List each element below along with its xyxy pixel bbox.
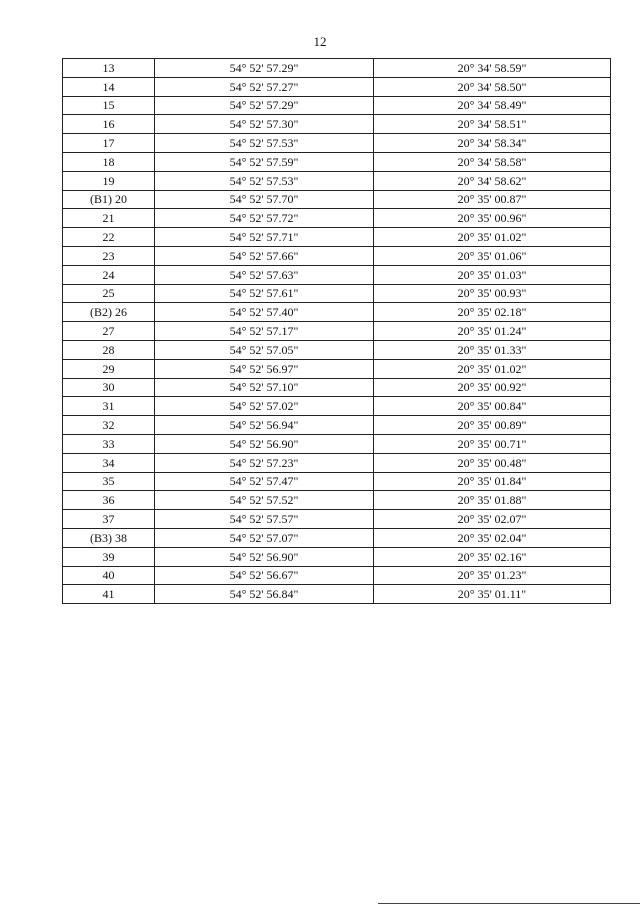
point-number-cell: 27 <box>63 322 155 341</box>
table-row <box>63 510 611 529</box>
table-row <box>63 152 611 171</box>
table-row <box>63 378 611 397</box>
longitude-cell: 20° 34' 58.50" <box>374 77 611 96</box>
point-number-cell: (B3) 38 <box>63 528 155 547</box>
latitude-cell: 54° 52' 57.47" <box>155 472 374 491</box>
point-number-cell: 35 <box>63 472 155 491</box>
table-row <box>63 246 611 265</box>
point-number-cell: 16 <box>63 115 155 134</box>
latitude-cell: 54° 52' 57.29" <box>155 96 374 115</box>
latitude-cell: 54° 52' 56.90" <box>155 547 374 566</box>
latitude-cell: 54° 52' 57.40" <box>155 303 374 322</box>
latitude-cell: 54° 52' 57.53" <box>155 171 374 190</box>
longitude-cell: 20° 35' 00.89" <box>374 416 611 435</box>
longitude-cell: 20° 34' 58.34" <box>374 134 611 153</box>
latitude-cell: 54° 52' 57.59" <box>155 152 374 171</box>
latitude-cell: 54° 52' 56.97" <box>155 359 374 378</box>
table-row <box>63 303 611 322</box>
table-row <box>63 96 611 115</box>
table-row <box>63 416 611 435</box>
point-number-cell: 30 <box>63 378 155 397</box>
longitude-cell: 20° 35' 00.71" <box>374 434 611 453</box>
table-row <box>63 397 611 416</box>
latitude-cell: 54° 52' 56.94" <box>155 416 374 435</box>
latitude-cell: 54° 52' 57.66" <box>155 246 374 265</box>
point-number-cell: 25 <box>63 284 155 303</box>
longitude-cell: 20° 35' 01.33" <box>374 340 611 359</box>
point-number-cell: 40 <box>63 566 155 585</box>
point-number-cell: 33 <box>63 434 155 453</box>
latitude-cell: 54° 52' 57.07" <box>155 528 374 547</box>
latitude-cell: 54° 52' 57.63" <box>155 265 374 284</box>
longitude-cell: 20° 34' 58.51" <box>374 115 611 134</box>
longitude-cell: 20° 34' 58.62" <box>374 171 611 190</box>
scan-edge-line <box>378 903 640 904</box>
point-number-cell: 39 <box>63 547 155 566</box>
latitude-cell: 54° 52' 56.90" <box>155 434 374 453</box>
longitude-cell: 20° 34' 58.59" <box>374 59 611 78</box>
latitude-cell: 54° 52' 57.52" <box>155 491 374 510</box>
table-row <box>63 265 611 284</box>
longitude-cell: 20° 35' 02.18" <box>374 303 611 322</box>
point-number-cell: (B1) 20 <box>63 190 155 209</box>
longitude-cell: 20° 35' 01.02" <box>374 228 611 247</box>
table-row <box>63 340 611 359</box>
point-number-cell: 41 <box>63 585 155 604</box>
table-row <box>63 453 611 472</box>
point-number-cell: 36 <box>63 491 155 510</box>
table-row <box>63 171 611 190</box>
longitude-cell: 20° 35' 01.88" <box>374 491 611 510</box>
longitude-cell: 20° 35' 00.92" <box>374 378 611 397</box>
longitude-cell: 20° 35' 01.24" <box>374 322 611 341</box>
latitude-cell: 54° 52' 57.17" <box>155 322 374 341</box>
table-row <box>63 491 611 510</box>
point-number-cell: 18 <box>63 152 155 171</box>
point-number-cell: 23 <box>63 246 155 265</box>
table-row <box>63 528 611 547</box>
longitude-cell: 20° 35' 02.16" <box>374 547 611 566</box>
table-row <box>63 77 611 96</box>
table-row <box>63 322 611 341</box>
point-number-cell: 28 <box>63 340 155 359</box>
longitude-cell: 20° 34' 58.49" <box>374 96 611 115</box>
point-number-cell: 13 <box>63 59 155 78</box>
longitude-cell: 20° 35' 01.84" <box>374 472 611 491</box>
latitude-cell: 54° 52' 57.71" <box>155 228 374 247</box>
longitude-cell: 20° 35' 00.84" <box>374 397 611 416</box>
latitude-cell: 54° 52' 57.10" <box>155 378 374 397</box>
table-row <box>63 190 611 209</box>
point-number-cell: 19 <box>63 171 155 190</box>
longitude-cell: 20° 35' 01.03" <box>374 265 611 284</box>
point-number-cell: (B2) 26 <box>63 303 155 322</box>
point-number-cell: 22 <box>63 228 155 247</box>
table-row <box>63 209 611 228</box>
point-number-cell: 15 <box>63 96 155 115</box>
table-row <box>63 566 611 585</box>
longitude-cell: 20° 35' 01.06" <box>374 246 611 265</box>
table-row <box>63 228 611 247</box>
table-row <box>63 434 611 453</box>
point-number-cell: 24 <box>63 265 155 284</box>
latitude-cell: 54° 52' 57.29" <box>155 59 374 78</box>
longitude-cell: 20° 35' 01.23" <box>374 566 611 585</box>
longitude-cell: 20° 35' 01.11" <box>374 585 611 604</box>
latitude-cell: 54° 52' 57.70" <box>155 190 374 209</box>
point-number-cell: 37 <box>63 510 155 529</box>
point-number-cell: 14 <box>63 77 155 96</box>
table-row <box>63 59 611 78</box>
latitude-cell: 54° 52' 57.72" <box>155 209 374 228</box>
latitude-cell: 54° 52' 57.57" <box>155 510 374 529</box>
latitude-cell: 54° 52' 56.67" <box>155 566 374 585</box>
latitude-cell: 54° 52' 57.02" <box>155 397 374 416</box>
table-row <box>63 134 611 153</box>
point-number-cell: 21 <box>63 209 155 228</box>
longitude-cell: 20° 35' 01.02" <box>374 359 611 378</box>
longitude-cell: 20° 35' 02.04" <box>374 528 611 547</box>
point-number-cell: 29 <box>63 359 155 378</box>
table-row <box>63 284 611 303</box>
latitude-cell: 54° 52' 57.05" <box>155 340 374 359</box>
longitude-cell: 20° 35' 00.96" <box>374 209 611 228</box>
page-number: 12 <box>313 34 327 49</box>
point-number-cell: 34 <box>63 453 155 472</box>
latitude-cell: 54° 52' 57.53" <box>155 134 374 153</box>
longitude-cell: 20° 35' 00.93" <box>374 284 611 303</box>
table-row <box>63 115 611 134</box>
table-row <box>63 585 611 604</box>
coordinates-table-body <box>63 59 611 604</box>
longitude-cell: 20° 35' 00.87" <box>374 190 611 209</box>
table-row <box>63 547 611 566</box>
table-row <box>63 472 611 491</box>
latitude-cell: 54° 52' 57.23" <box>155 453 374 472</box>
latitude-cell: 54° 52' 56.84" <box>155 585 374 604</box>
coordinates-table <box>62 58 611 604</box>
latitude-cell: 54° 52' 57.30" <box>155 115 374 134</box>
longitude-cell: 20° 34' 58.58" <box>374 152 611 171</box>
latitude-cell: 54° 52' 57.61" <box>155 284 374 303</box>
table-row <box>63 359 611 378</box>
point-number-cell: 17 <box>63 134 155 153</box>
longitude-cell: 20° 35' 00.48" <box>374 453 611 472</box>
longitude-cell: 20° 35' 02.07" <box>374 510 611 529</box>
latitude-cell: 54° 52' 57.27" <box>155 77 374 96</box>
point-number-cell: 32 <box>63 416 155 435</box>
point-number-cell: 31 <box>63 397 155 416</box>
